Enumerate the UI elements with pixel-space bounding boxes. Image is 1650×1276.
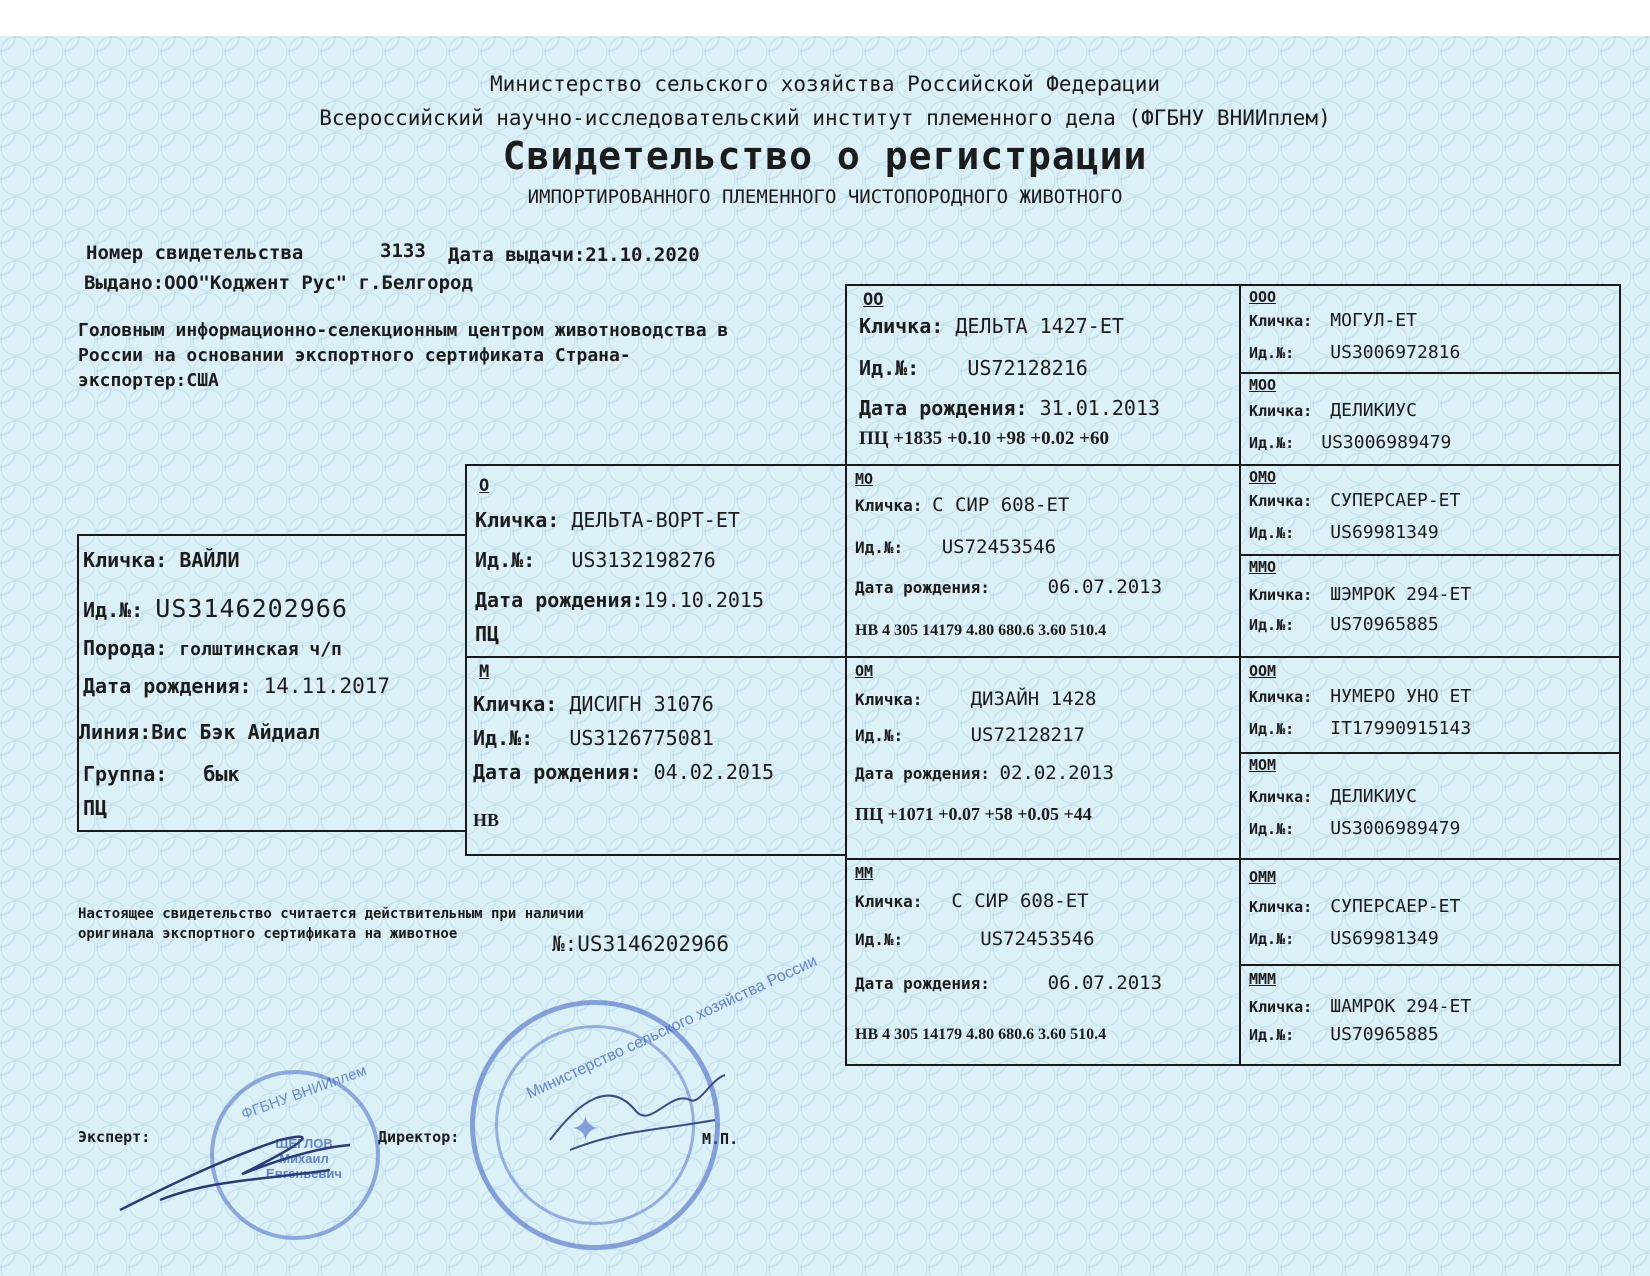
mo-birth-label: Дата рождения: — [855, 578, 990, 597]
mom-id-row — [1249, 818, 1460, 839]
eagle-emblem-icon: ✦ — [571, 1097, 600, 1153]
mo-birth: 06.07.2013 — [1047, 576, 1163, 598]
omm-name: СУПЕРСАЕР-ЕТ — [1330, 896, 1461, 917]
validity-animal-id: №:US3146202966 — [552, 932, 730, 956]
mmm-id: US70965885 — [1330, 1024, 1439, 1045]
om-id-row — [855, 724, 1085, 746]
ggp-ooo-box — [1239, 284, 1621, 374]
oo-id-label: Ид.№: — [859, 356, 920, 380]
father-id-row — [475, 548, 716, 572]
mmo-id-label: Ид.№: — [1249, 616, 1295, 634]
oo-birth-row — [859, 396, 1160, 420]
mm-name: С СИР 608-ЕТ — [951, 890, 1089, 912]
cert-basis-text: Головным информационно-селекционным центром животноводства в России на основании экспортного сертификата Страна-экспортер:США — [78, 320, 729, 391]
mother-name-row — [473, 692, 714, 716]
animal-line: Вис Бэк Айдиал — [151, 720, 320, 744]
mo-id-label: Ид.№: — [855, 538, 904, 557]
mom-code: МОМ — [1249, 756, 1277, 774]
father-box — [465, 464, 847, 658]
mo-name-label: Кличка: — [855, 496, 923, 515]
ooo-id-label: Ид.№: — [1249, 344, 1295, 362]
moo-code: МОО — [1249, 376, 1277, 394]
animal-name-row — [83, 548, 240, 572]
om-name-row — [855, 688, 1096, 710]
omo-name-row — [1249, 490, 1460, 511]
institute-line: Всероссийский научно-исследовательский институт племенного дела (ФГБНУ ВНИИплем) — [319, 106, 1331, 130]
mp-label: М.П. — [702, 1130, 739, 1148]
om-birth-label: Дата рождения: — [855, 764, 990, 783]
father-id: US3132198276 — [571, 548, 716, 572]
omm-id: US69981349 — [1330, 928, 1439, 949]
moo-id-row — [1249, 432, 1451, 453]
mo-code: МО — [855, 470, 874, 488]
mm-name-row — [855, 890, 1089, 912]
mo-name-row — [855, 494, 1069, 516]
mother-birth: 04.02.2015 — [653, 760, 775, 784]
omo-name: СУПЕРСАЕР-ЕТ — [1330, 490, 1461, 511]
animal-box — [77, 534, 467, 832]
ggp-mom-box — [1239, 752, 1621, 860]
ooo-name-label: Кличка: — [1249, 312, 1313, 330]
mmm-id-row — [1249, 1024, 1439, 1045]
mm-name-label: Кличка: — [855, 892, 923, 911]
mmm-id-label: Ид.№: — [1249, 1026, 1295, 1044]
mmm-name-row — [1249, 996, 1471, 1017]
ooo-id-row — [1249, 342, 1460, 363]
animal-birth-label: Дата рождения: — [83, 674, 252, 698]
oo-name-label: Кличка: — [859, 314, 944, 338]
director-signature — [540, 1060, 730, 1180]
mm-index: НВ 4 305 14179 4.80 680.6 3.60 510.4 — [855, 1026, 1107, 1043]
om-code: ОМ — [855, 662, 874, 680]
certificate-title: Свидетельство о регистрации — [502, 134, 1148, 178]
mmo-id: US70965885 — [1330, 614, 1439, 635]
om-birth-row — [855, 762, 1114, 784]
cert-date: Дата выдачи:21.10.2020 — [448, 244, 700, 266]
mm-code: ММ — [855, 864, 874, 882]
moo-name-label: Кличка: — [1249, 402, 1313, 420]
mmo-name-row — [1249, 584, 1471, 605]
ggp-omm-box — [1239, 858, 1621, 966]
mother-id-row — [473, 726, 714, 750]
oom-name-label: Кличка: — [1249, 688, 1313, 706]
animal-line-row — [79, 720, 320, 744]
grandparent-om-box — [845, 656, 1241, 860]
omo-id-label: Ид.№: — [1249, 524, 1295, 542]
moo-id-label: Ид.№: — [1249, 434, 1295, 452]
animal-pc: ПЦ — [83, 796, 108, 820]
mother-name: ДИСИГН 31076 — [569, 692, 714, 716]
expert-label: Эксперт: — [78, 1128, 151, 1146]
father-id-label: Ид.№: — [475, 548, 536, 572]
animal-birth-row — [83, 674, 390, 698]
om-birth: 02.02.2013 — [999, 762, 1114, 784]
omo-id: US69981349 — [1330, 522, 1439, 543]
animal-line-label: Линия: — [79, 720, 152, 744]
validity-line-1: Настоящее свидетельство считается действительным при наличии — [78, 906, 584, 922]
mm-birth-label: Дата рождения: — [855, 974, 990, 993]
mm-id: US72453546 — [980, 928, 1095, 950]
animal-name-label: Кличка: — [83, 548, 168, 572]
director-label: Директор: — [378, 1128, 460, 1146]
om-id-label: Ид.№: — [855, 726, 904, 745]
om-id: US72128217 — [970, 724, 1085, 746]
ggp-moo-box — [1239, 372, 1621, 466]
animal-breed: голштинская ч/п — [179, 639, 342, 660]
omm-code: ОММ — [1249, 868, 1277, 886]
oo-birth-label: Дата рождения: — [859, 396, 1028, 420]
mother-id-label: Ид.№: — [473, 726, 534, 750]
ministry-line: Министерство сельского хозяйства Российской Федерации — [489, 72, 1161, 96]
om-index: ПЦ +1071 +0.07 +58 +0.05 +44 — [855, 804, 1092, 824]
mother-box — [465, 656, 847, 856]
moo-name: ДЕЛИКИУС — [1330, 400, 1417, 421]
mmo-name-label: Кличка: — [1249, 586, 1313, 604]
seal-text: Министерство сельского хозяйства России — [524, 952, 820, 1103]
oom-id: IT17990915143 — [1330, 718, 1472, 739]
oom-id-row — [1249, 718, 1471, 739]
oo-code: ОО — [863, 290, 884, 310]
cert-issued-to: Выдано:ООО"Коджент Рус" г.Белгород — [84, 272, 473, 294]
moo-name-row — [1249, 400, 1417, 421]
oo-name-row — [859, 314, 1124, 338]
animal-id: US3146202966 — [155, 594, 348, 623]
mmm-name: ШАМРОК 294-ЕТ — [1330, 996, 1472, 1017]
animal-group: бык — [203, 762, 240, 786]
mmo-id-row — [1249, 614, 1439, 635]
mom-name: ДЕЛИКИУС — [1330, 786, 1417, 807]
om-name-label: Кличка: — [855, 690, 923, 709]
mother-id: US3126775081 — [569, 726, 714, 750]
expert-name-stamp: ЩЕГЛОВ Михаил Евгеньевич — [266, 1136, 342, 1181]
animal-birth: 14.11.2017 — [263, 674, 391, 698]
animal-group-label: Группа: — [83, 762, 168, 786]
grandparent-oo-box — [845, 284, 1241, 466]
mo-id: US72453546 — [941, 536, 1057, 558]
oom-name-row — [1249, 686, 1471, 707]
mom-name-label: Кличка: — [1249, 788, 1313, 806]
omm-name-label: Кличка: — [1249, 898, 1313, 916]
father-birth-row — [475, 588, 764, 612]
mmo-code: ММО — [1249, 558, 1277, 576]
omm-id-row — [1249, 928, 1439, 949]
ggp-omo-box — [1239, 464, 1621, 556]
oo-birth: 31.01.2013 — [1039, 396, 1161, 420]
father-name: ДЕЛЬТА-ВОРТ-ЕТ — [571, 508, 740, 532]
animal-id-label: Ид.№: — [83, 598, 144, 622]
mother-code: М — [479, 662, 490, 682]
omm-id-label: Ид.№: — [1249, 930, 1295, 948]
mm-id-label: Ид.№: — [855, 930, 904, 949]
mo-index: НВ 4 305 14179 4.80 680.6 3.60 510.4 — [855, 622, 1107, 639]
mother-birth-row — [473, 760, 774, 784]
expert-stamp-text: ФГБНУ ВНИИплем — [239, 1061, 369, 1124]
moo-id: US3006989479 — [1321, 432, 1452, 453]
oo-name: ДЕЛЬТА 1427-ЕТ — [955, 314, 1124, 338]
mmm-name-label: Кличка: — [1249, 998, 1313, 1016]
mo-name: С СИР 608-ЕТ — [932, 494, 1070, 516]
grandparent-mo-box — [845, 464, 1241, 658]
mother-index: НВ — [473, 810, 500, 830]
ggp-mmm-box — [1239, 964, 1621, 1066]
oom-code: ООМ — [1249, 662, 1277, 680]
animal-breed-row — [83, 636, 342, 660]
animal-id-row — [83, 594, 348, 623]
mom-name-row — [1249, 786, 1417, 807]
om-name: ДИЗАЙН 1428 — [970, 688, 1097, 710]
mm-birth: 06.07.2013 — [1047, 972, 1163, 994]
validity-line-2: оригинала экспортного сертификата на животное — [78, 926, 458, 942]
cert-number: 3133 — [380, 240, 426, 262]
mo-birth-row — [855, 576, 1162, 598]
mo-id-row — [855, 536, 1056, 558]
expert-signature — [100, 1100, 400, 1230]
animal-group-row — [83, 762, 240, 786]
mmo-name: ШЭМРОК 294-ЕТ — [1330, 584, 1472, 605]
omo-id-row — [1249, 522, 1439, 543]
ooo-name-row — [1249, 310, 1417, 331]
oo-index: ПЦ +1835 +0.10 +98 +0.02 +60 — [859, 428, 1109, 449]
ooo-name: МОГУЛ-ЕТ — [1330, 310, 1417, 331]
certificate-subtitle: ИМПОРТИРОВАННОГО ПЛЕМЕННОГО ЧИСТОПОРОДНОГО ЖИВОТНОГО — [527, 186, 1123, 208]
ggp-oom-box — [1239, 656, 1621, 754]
ooo-id: US3006972816 — [1330, 342, 1461, 363]
omo-name-label: Кличка: — [1249, 492, 1313, 510]
ggp-mmo-box — [1239, 554, 1621, 658]
father-birth-label: Дата рождения: — [475, 588, 644, 612]
oom-id-label: Ид.№: — [1249, 720, 1295, 738]
grandparent-mm-box — [845, 858, 1241, 1066]
animal-name: ВАЙЛИ — [179, 548, 240, 572]
mm-birth-row — [855, 972, 1162, 994]
mother-birth-label: Дата рождения: — [473, 760, 642, 784]
mmm-code: МММ — [1249, 970, 1277, 988]
omo-code: ОМО — [1249, 468, 1277, 486]
father-index: ПЦ — [475, 622, 500, 646]
father-name-row — [475, 508, 740, 532]
father-code: О — [479, 476, 490, 496]
ooo-code: ООО — [1249, 288, 1277, 306]
oo-id-row — [859, 356, 1088, 380]
cert-number-label: Номер свидетельства — [86, 242, 304, 264]
mom-id: US3006989479 — [1330, 818, 1461, 839]
mother-name-label: Кличка: — [473, 692, 558, 716]
oo-id: US72128216 — [967, 356, 1088, 380]
animal-breed-label: Порода: — [83, 636, 168, 660]
mm-id-row — [855, 928, 1095, 950]
father-birth: 19.10.2015 — [643, 588, 764, 612]
oom-name: НУМЕРО УНО ЕТ — [1330, 686, 1472, 707]
father-name-label: Кличка: — [475, 508, 560, 532]
mom-id-label: Ид.№: — [1249, 820, 1295, 838]
omm-name-row — [1249, 896, 1460, 917]
